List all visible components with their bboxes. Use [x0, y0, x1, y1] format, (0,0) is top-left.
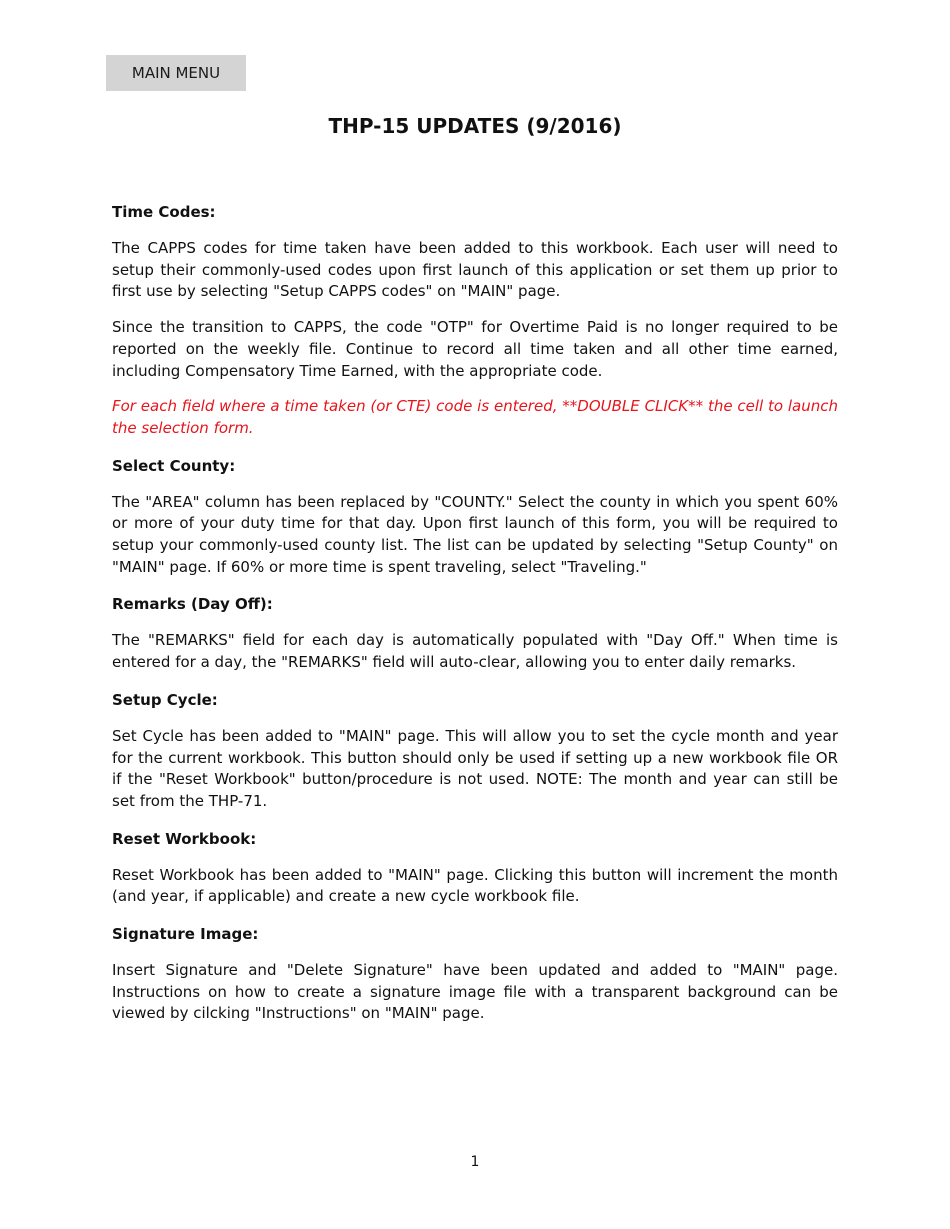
section-heading-setup-cycle: Setup Cycle:	[112, 690, 218, 709]
section-heading-select-county: Select County:	[112, 456, 236, 475]
paragraph: Reset Workbook has been added to "MAIN" page. Clicking this button will increment the month (and year, if applicable) and create a new cycle workbook file.	[112, 865, 838, 906]
paragraph: The "AREA" column has been replaced by "COUNTY." Select the county in which you spent 60% or more of your duty time for that day. Upon first launch of this form, you will be required to setup your commonly-used county list. The list can be updated by selecting "Setup County" on "MAIN" page. If 60% or more time is spent traveling, select "Traveling."	[112, 492, 838, 576]
paragraph: Set Cycle has been added to "MAIN" page. This will allow you to set the cycle month and year for the current workbook. This button should only be used if setting up a new workbook file OR if the "Reset Workbook" button/procedure is not used. NOTE: The month and year can still be set from the THP-71.	[112, 726, 838, 810]
paragraph: The "REMARKS" field for each day is automatically populated with "Day Off." When time is entered for a day, the "REMARKS" field will auto-clear, allowing you to enter daily remarks.	[112, 631, 838, 672]
double-click-note: For each field where a time taken (or CTE) code is entered, **DOUBLE CLICK** the cell to launch the selection form.	[112, 397, 838, 437]
page-title: THP-15 UPDATES (9/2016)	[328, 114, 622, 138]
section-heading-signature-image: Signature Image:	[112, 925, 259, 944]
section-heading-remarks: Remarks (Day Off):	[112, 595, 273, 614]
section-heading-reset-workbook: Reset Workbook:	[112, 829, 257, 848]
main-menu-button[interactable]: MAIN MENU	[106, 55, 246, 91]
section-setup-cycle	[112, 688, 838, 813]
paragraph: Since the transition to CAPPS, the code "OTP" for Overtime Paid is no longer required to be reported on the weekly file. Continue to record all time taken and all other time earned, including Compensatory Time Earned, with the appropriate code.	[112, 318, 838, 380]
section-heading-time-codes: Time Codes:	[112, 203, 216, 221]
section-remarks	[112, 592, 838, 673]
section-signature-image	[112, 922, 838, 1025]
paragraph: Insert Signature and "Delete Signature" have been updated and added to "MAIN" page. Instructions on how to create a signature image file with a transparent background can be viewed by cilcking "Instructions" on "MAIN" page.	[112, 961, 838, 1023]
section-select-county	[112, 454, 838, 579]
section-time-codes	[112, 200, 838, 440]
section-reset-workbook	[112, 827, 838, 908]
paragraph: The CAPPS codes for time taken have been added to this workbook. Each user will need to setup their commonly-used codes upon first launch of this application or set them up prior to first use by selecting "Setup CAPPS codes" on "MAIN" page.	[112, 239, 838, 301]
page-number: 1	[470, 1154, 480, 1170]
document-body	[112, 200, 838, 1039]
